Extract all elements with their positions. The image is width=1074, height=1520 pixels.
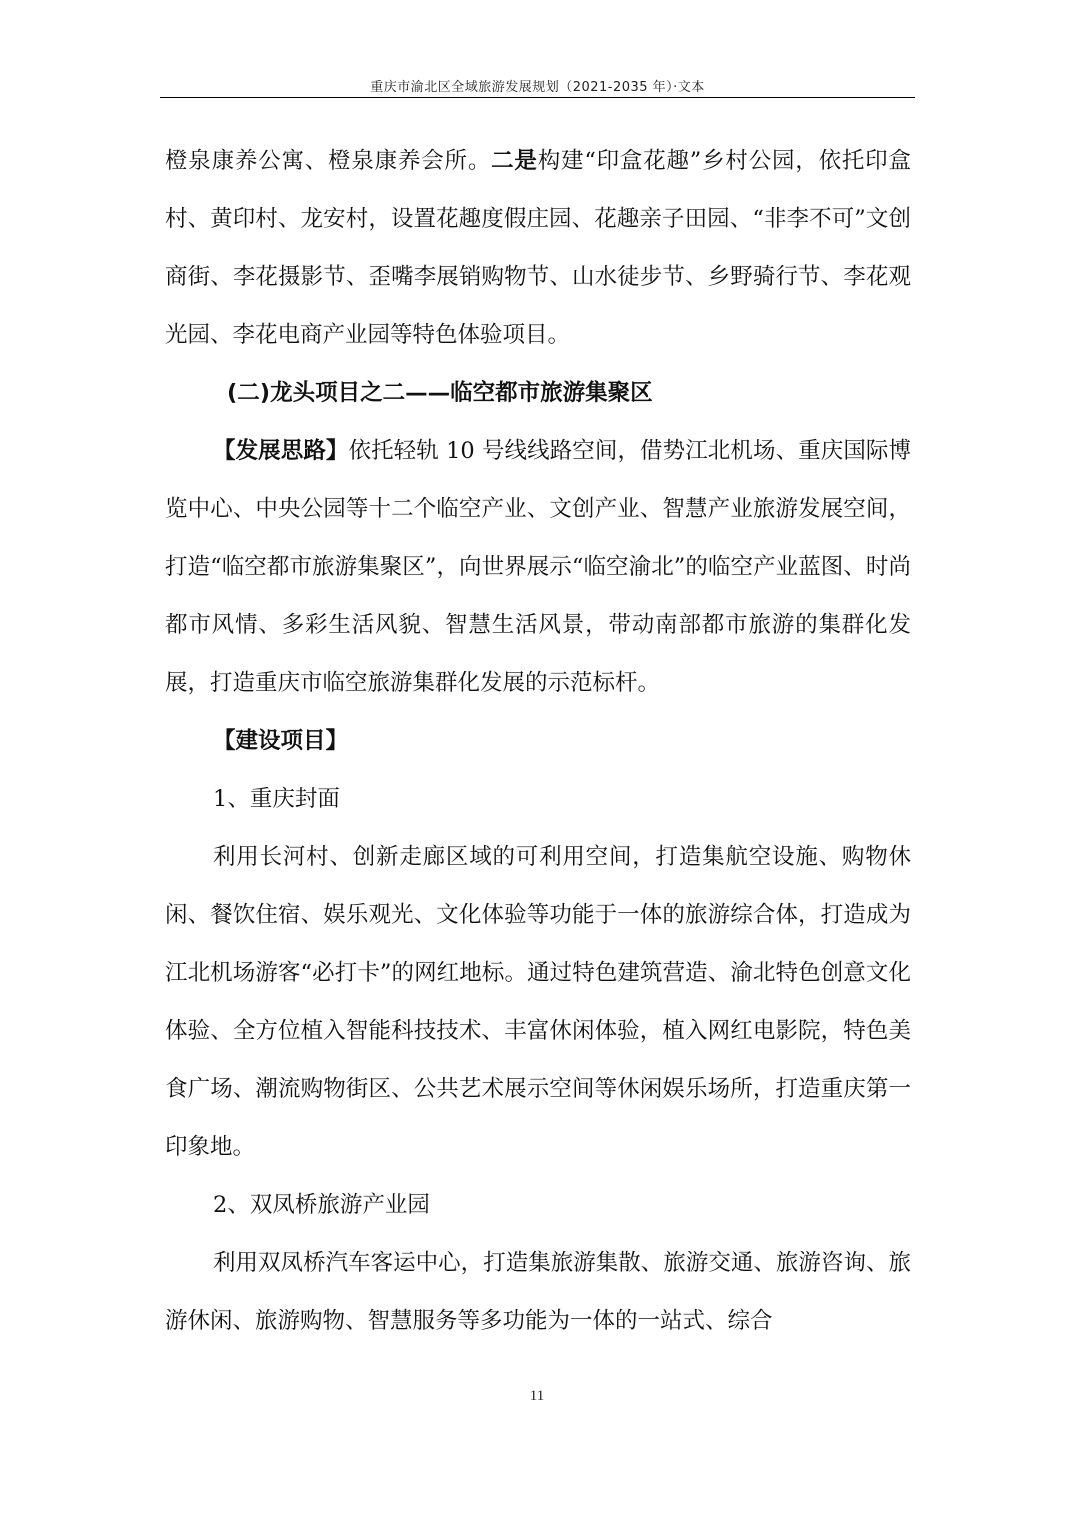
header-rule <box>160 97 915 98</box>
construction-projects-heading: 【建设项目】 <box>213 728 349 754</box>
paragraph-text: 橙泉康养公寓、橙泉康养会所。 <box>165 148 492 174</box>
paragraph-shuangfengqiao: 利用双凤桥汽车客运中心，打造集旅游集散、旅游交通、旅游咨询、旅游休闲、旅游购物、智慧服务等多功能为一体的一站式、综合 <box>165 1250 911 1334</box>
running-header: 重庆市渝北区全域旅游发展规划（2021-2035 年）·文本 <box>370 80 705 95</box>
project-heading-chongqing-cover: 1、重庆封面 <box>213 786 340 812</box>
paragraph-text: 构建“印盒花趣”乡村公园，依托印盒村、黄印村、龙安村，设置花趣度假庄园、花趣亲子田园、“非李不可”文创商街、李花摄影节、歪嘴李展销购物节、山水徒步节、乡野骑行节、李花观光园、李花电商产业园等特色体验项目。 <box>165 148 911 348</box>
section-heading: (二)龙头项目之二——临空都市旅游集聚区 <box>227 380 653 406</box>
paragraph-rural-park <box>165 132 911 364</box>
paragraph-chongqing-cover: 利用长河村、创新走廊区域的可利用空间，打造集航空设施、购物休闲、餐饮住宿、娱乐观光、文化体验等功能于一体的旅游综合体，打造成为江北机场游客“必打卡”的网红地标。通过特色建筑营造、渝北特色创意文化体验、全方位植入智能科技技术、丰富休闲体验，植入网红电影院，特色美食广场、潮流购物街区、公共艺术展示空间等休闲娱乐场所，打造重庆第一印象地。 <box>165 844 911 1160</box>
project-heading-shuangfengqiao: 2、双凤桥旅游产业园 <box>213 1192 430 1218</box>
paragraph-text: 依托轻轨 10 号线线路空间，借势江北机场、重庆国际博览中心、中央公园等十二个临空产业、文创产业、智慧产业旅游发展空间，打造“临空都市旅游集聚区”，向世界展示“临空渝北”的临空产业蓝图、时尚都市风情、多彩生活风貌、智慧生活风景，带动南部都市旅游的集群化发展，打造重庆市临空旅游集群化发展的示范标杆。 <box>165 438 911 696</box>
page-number: 11 <box>529 1388 545 1404</box>
document-body <box>165 132 911 1350</box>
paragraph-development-idea <box>165 422 911 712</box>
development-idea-label: 【发展思路】 <box>213 438 349 464</box>
emphasis-label: 二是 <box>491 148 538 174</box>
